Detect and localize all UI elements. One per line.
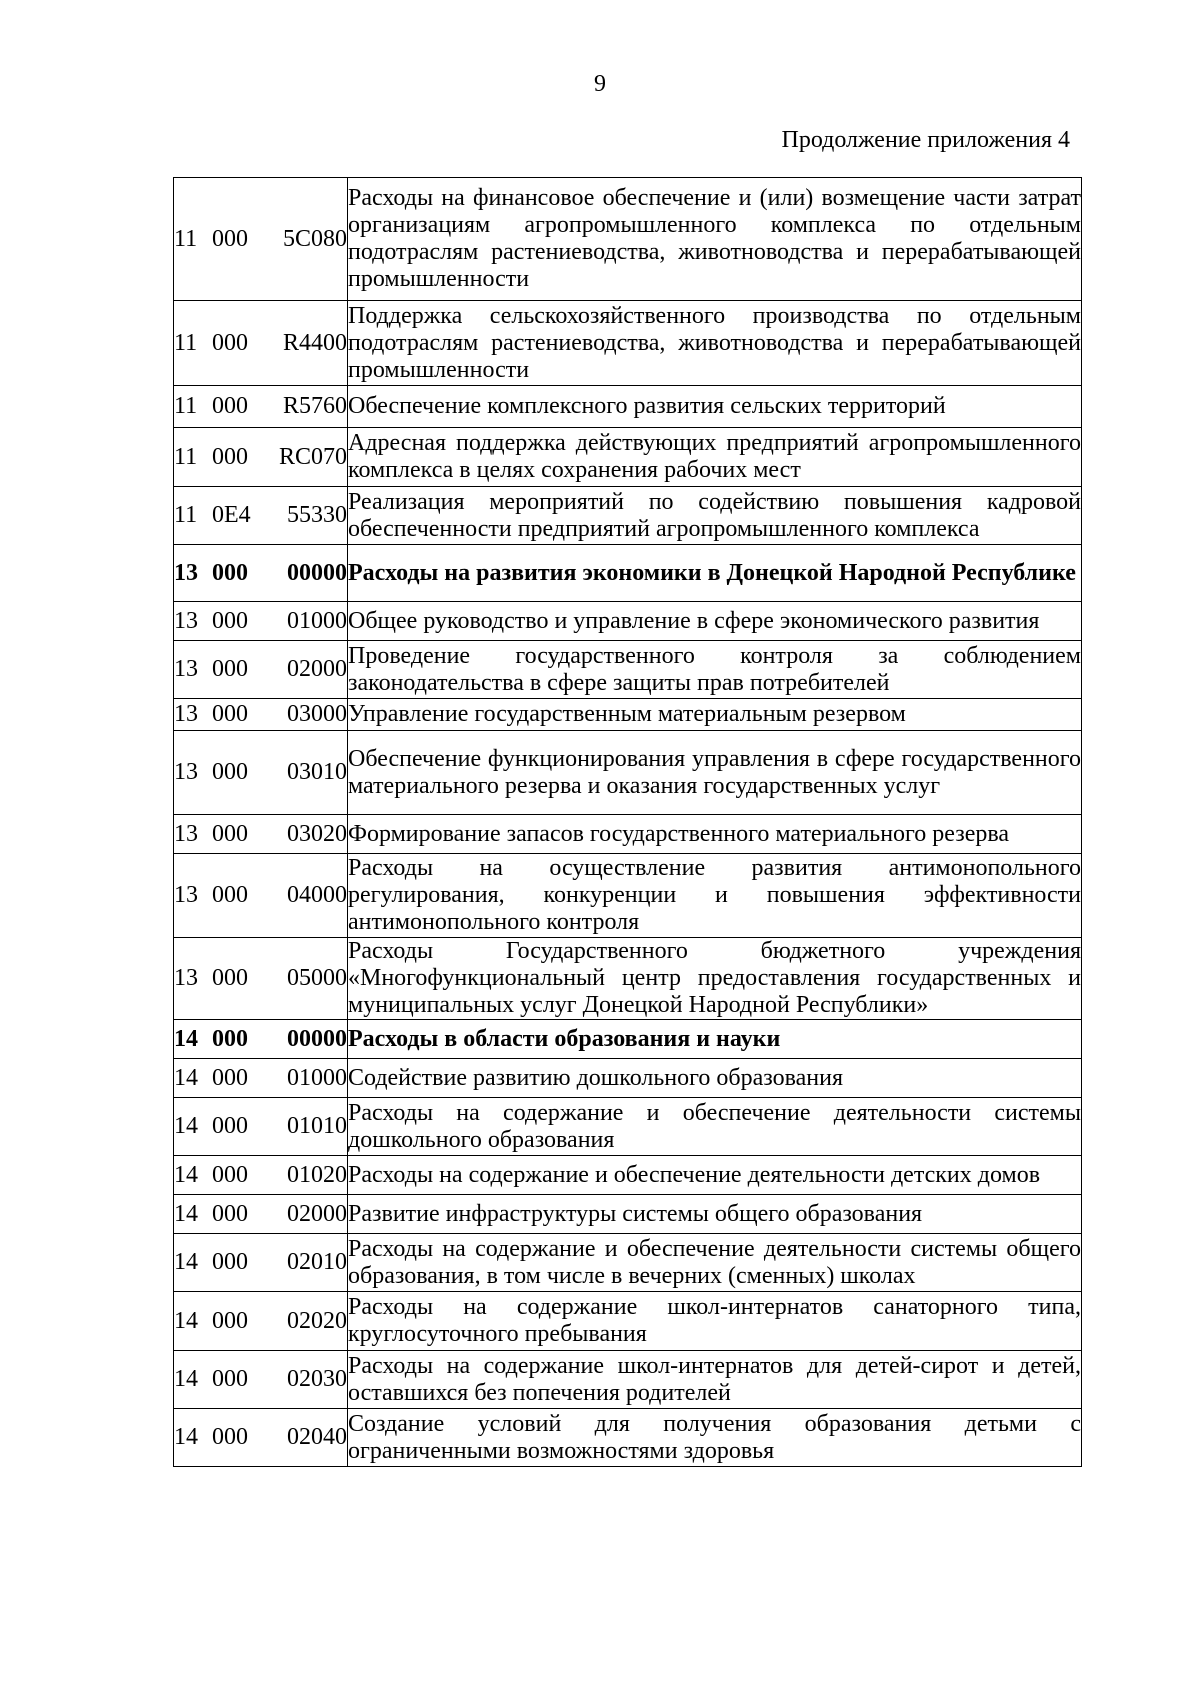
budget-code <box>174 560 347 587</box>
budget-code <box>174 1065 347 1092</box>
code-direction: 01000 <box>287 1064 347 1091</box>
budget-code <box>174 759 347 786</box>
code-cell <box>174 1156 348 1195</box>
code-cell <box>174 178 348 301</box>
code-cell <box>174 731 348 815</box>
budget-code <box>174 701 347 728</box>
code-cell <box>174 1195 348 1234</box>
code-direction: RC070 <box>278 443 347 470</box>
code-subsection: 000 <box>212 607 248 634</box>
description-cell: Расходы на содержание школ-интернатов для детей-сирот и детей, оставшихся без попечения родителей <box>348 1351 1082 1409</box>
code-section: 13 <box>174 607 198 634</box>
code-direction: 00000 <box>287 559 347 586</box>
code-subsection: 000 <box>212 559 248 586</box>
code-section: 11 <box>174 443 198 470</box>
code-cell <box>174 1234 348 1292</box>
code-cell <box>174 1292 348 1351</box>
description-cell: Расходы на финансовое обеспечение и (или) возмещение части затрат организациям агропромышленного комплекса по отдельным подотраслям растениеводства, животноводства и перерабатывающей промышленности <box>348 178 1082 301</box>
code-subsection: 000 <box>212 1424 248 1450</box>
code-cell <box>174 699 348 731</box>
budget-code <box>174 502 347 529</box>
table-row <box>174 1195 1082 1234</box>
table-row <box>174 854 1082 938</box>
code-direction: 02020 <box>287 1307 347 1334</box>
code-section: 14 <box>174 1113 198 1139</box>
code-subsection: 000 <box>212 759 248 785</box>
code-subsection: 0E4 <box>212 502 251 528</box>
code-cell <box>174 1351 348 1409</box>
table-row <box>174 1156 1082 1195</box>
budget-code <box>174 1201 347 1228</box>
budget-code <box>174 1424 347 1451</box>
budget-code <box>174 330 347 357</box>
code-direction: R4400 <box>282 329 347 356</box>
code-cell <box>174 602 348 641</box>
table-row <box>174 487 1082 545</box>
description-cell: Создание условий для получения образования детьми с ограниченными возможностями здоровья <box>348 1409 1082 1467</box>
code-section: 14 <box>174 1064 198 1091</box>
code-subsection: 000 <box>212 329 248 356</box>
code-direction: 03000 <box>287 701 347 727</box>
table-row <box>174 1098 1082 1156</box>
description-cell: Обеспечение комплексного развития сельских территорий <box>348 386 1082 428</box>
code-direction: 02040 <box>287 1424 347 1450</box>
description-cell: Расходы в области образования и науки <box>348 1020 1082 1059</box>
code-cell <box>174 854 348 938</box>
code-subsection: 000 <box>212 443 248 470</box>
code-section: 13 <box>174 656 198 682</box>
code-subsection: 000 <box>212 1025 248 1052</box>
description-cell: Расходы Государственного бюджетного учреждения «Многофункциональный центр предоставления государственных и муниципальных услуг Донецкой Народной Республики» <box>348 938 1081 1018</box>
code-section: 13 <box>174 882 198 908</box>
code-direction: 05000 <box>287 965 347 991</box>
code-section: 13 <box>174 965 198 991</box>
code-direction: 01020 <box>287 1161 347 1188</box>
code-cell <box>174 1409 348 1467</box>
budget-code <box>174 608 347 635</box>
code-subsection: 000 <box>212 1161 248 1188</box>
budget-code <box>174 393 347 420</box>
code-direction: 01000 <box>287 607 347 634</box>
description-cell: Расходы на содержание и обеспечение деятельности системы общего образования, в том числе в вечерних (сменных) школах <box>348 1234 1082 1292</box>
code-section: 14 <box>174 1249 198 1275</box>
code-direction: 04000 <box>287 882 347 908</box>
code-section: 11 <box>174 502 198 528</box>
description-cell: Управление государственным материальным резервом <box>348 699 1082 731</box>
budget-code <box>174 1366 347 1393</box>
budget-code <box>174 1026 347 1053</box>
description-cell: Расходы на содержание и обеспечение деятельности детских домов <box>348 1156 1082 1195</box>
code-subsection: 000 <box>212 1113 248 1139</box>
code-section: 14 <box>174 1307 198 1334</box>
table-body <box>174 178 1082 1467</box>
code-section: 14 <box>174 1161 198 1188</box>
table-row <box>174 1059 1082 1098</box>
description-cell: Содействие развитию дошкольного образования <box>348 1059 1082 1098</box>
code-direction: 02030 <box>287 1366 347 1392</box>
table-row <box>174 301 1082 386</box>
code-section: 13 <box>174 820 198 847</box>
table-row <box>174 1292 1082 1351</box>
description-cell: Формирование запасов государственного материального резерва <box>348 815 1082 854</box>
continuation-label: Продолжение приложения 4 <box>781 127 1070 153</box>
code-subsection: 000 <box>212 701 248 727</box>
table-row <box>174 178 1082 301</box>
table-row <box>174 1409 1082 1467</box>
code-subsection: 000 <box>212 882 248 908</box>
table-row <box>174 815 1082 854</box>
code-section: 11 <box>174 225 198 252</box>
code-subsection: 000 <box>212 1200 248 1227</box>
code-cell <box>174 301 348 386</box>
table-row <box>174 602 1082 641</box>
code-direction: R5760 <box>282 393 347 419</box>
description-cell: Обеспечение функционирования управления в сфере государственного материального резерва и оказания государственных услуг <box>348 731 1082 815</box>
code-direction: 55330 <box>287 502 347 528</box>
table-row <box>174 386 1082 428</box>
table-row <box>174 699 1082 731</box>
code-subsection: 000 <box>212 1249 248 1275</box>
code-section: 13 <box>174 559 198 586</box>
code-direction: 02010 <box>287 1249 347 1275</box>
budget-code <box>174 1162 347 1189</box>
code-cell <box>174 545 348 602</box>
description-cell: Расходы на содержание школ-интернатов санаторного типа, круглосуточного пребывания <box>348 1292 1082 1351</box>
code-section: 14 <box>174 1424 198 1450</box>
code-cell <box>174 641 348 699</box>
budget-code <box>174 1249 347 1276</box>
code-section: 14 <box>174 1366 198 1392</box>
table-row <box>174 938 1082 1020</box>
code-direction: 03010 <box>287 759 347 785</box>
code-subsection: 000 <box>212 393 248 419</box>
budget-code <box>174 1308 347 1335</box>
code-subsection: 000 <box>212 656 248 682</box>
code-cell <box>174 938 348 1020</box>
code-cell <box>174 428 348 487</box>
budget-classification-table <box>173 177 1082 1467</box>
table-row <box>174 641 1082 699</box>
description-cell: Проведение государственного контроля за соблюдением законодательства в сфере защиты прав потребителей <box>348 641 1082 699</box>
code-section: 13 <box>174 759 198 785</box>
code-section: 13 <box>174 701 198 727</box>
code-direction: 03020 <box>287 820 347 847</box>
budget-code <box>174 1113 347 1140</box>
code-section: 14 <box>174 1200 198 1227</box>
code-direction: 5С080 <box>282 225 347 252</box>
code-section: 11 <box>174 393 198 419</box>
code-subsection: 000 <box>212 1307 248 1334</box>
code-subsection: 000 <box>212 1064 248 1091</box>
budget-code <box>174 882 347 909</box>
code-cell <box>174 487 348 545</box>
table-row <box>174 1234 1082 1292</box>
code-section: 14 <box>174 1025 198 1052</box>
code-cell <box>174 815 348 854</box>
description-cell: Развитие инфраструктуры системы общего образования <box>348 1195 1082 1234</box>
code-direction: 02000 <box>287 656 347 682</box>
code-section: 11 <box>174 329 198 356</box>
budget-code <box>174 821 347 848</box>
table-row <box>174 428 1082 487</box>
budget-code <box>174 656 347 683</box>
description-cell: Расходы на развития экономики в Донецкой Народной Республике <box>348 545 1082 602</box>
code-direction: 00000 <box>287 1025 347 1052</box>
code-cell <box>174 1098 348 1156</box>
table-row <box>174 1351 1082 1409</box>
table-row <box>174 545 1082 602</box>
code-subsection: 000 <box>212 820 248 847</box>
code-cell <box>174 1020 348 1059</box>
budget-code <box>174 965 347 992</box>
code-direction: 02000 <box>287 1200 347 1227</box>
table-row <box>174 731 1082 815</box>
code-cell <box>174 1059 348 1098</box>
description-cell: Общее руководство и управление в сфере экономического развития <box>348 602 1082 641</box>
description-cell: Адресная поддержка действующих предприятий агропромышленного комплекса в целях сохранения рабочих мест <box>348 428 1082 487</box>
description-cell: Поддержка сельскохозяйственного производства по отдельным подотраслям растениеводства, животноводства и перерабатывающей промышленности <box>348 301 1082 386</box>
code-cell <box>174 386 348 428</box>
table-row <box>174 1020 1082 1059</box>
code-subsection: 000 <box>212 1366 248 1392</box>
description-cell: Расходы на осуществление развития антимонопольного регулирования, конкуренции и повышения эффективности антимонопольного контроля <box>348 854 1082 938</box>
budget-code <box>174 226 347 253</box>
page-number: 9 <box>594 71 606 97</box>
description-cell: Реализация мероприятий по содействию повышения кадровой обеспеченности предприятий агропромышленного комплекса <box>348 487 1082 545</box>
code-subsection: 000 <box>212 225 248 252</box>
code-subsection: 000 <box>212 965 248 991</box>
code-direction: 01010 <box>287 1113 347 1139</box>
budget-code <box>174 444 347 471</box>
description-cell: Расходы на содержание и обеспечение деятельности системы дошкольного образования <box>348 1098 1082 1156</box>
